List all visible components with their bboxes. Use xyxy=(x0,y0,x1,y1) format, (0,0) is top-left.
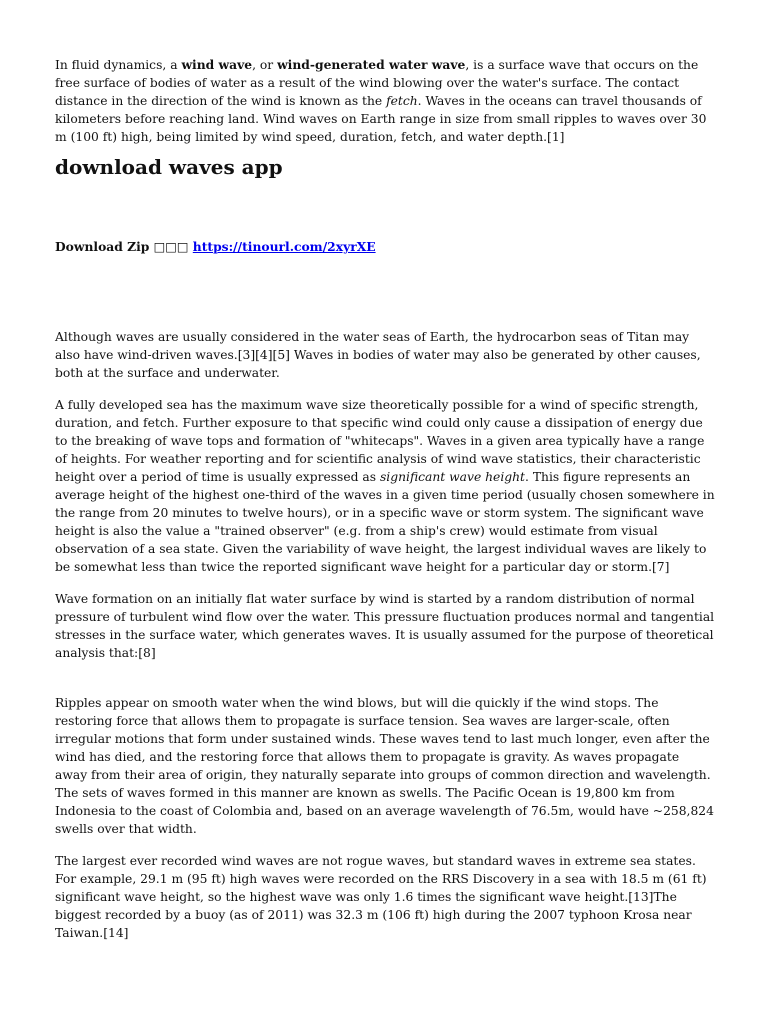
term-fetch: fetch xyxy=(386,94,418,108)
intro-text: , is a surface wave that occurs on the free surface of bodies of water as a result of the wind blowing over the water's surface. The contact distance in the direction of the wind is known as the xyxy=(55,58,699,108)
download-line xyxy=(55,238,715,256)
download-link[interactable]: https://tinourl.com/2xyrXE xyxy=(192,239,376,254)
paragraph-wave-formation: Wave formation on an initially flat water surface by wind is started by a random distribution of normal pressure of turbulent wind flow over the water. This pressure fluctuation produces normal and tangential stresses in the surface water, which generates waves. It is usually assumed for the purpose of theoretical analysis that:[8] xyxy=(55,592,715,660)
paragraph-ripples: Ripples appear on smooth water when the wind blows, but will die quickly if the wind stops. The restoring force that allows them to propagate is surface tension. Sea waves are larger-scale, often irregular motions that form under sustained winds. These waves tend to last much longer, even after the wind has died, and the restoring force that allows them to propagate is gravity. As waves propagate away from their area of origin, they naturally separate into groups of common direction and wavelength. The sets of waves formed in this manner are known as swells. The Pacific Ocean is 19,800 km from Indonesia to the coast of Colombia and, based on an average wavelength of 76.5m, would have ~258,824 swells over that width. xyxy=(55,696,714,836)
intro-paragraph xyxy=(55,56,715,146)
intro-text: In fluid dynamics, a xyxy=(55,58,182,72)
paragraph-developed-sea xyxy=(55,396,715,576)
missing-glyphs: □□□ xyxy=(153,239,189,254)
intro-text: , or xyxy=(252,58,278,72)
term-wind-generated-water-wave: wind-generated water wave xyxy=(277,57,466,72)
term-significant-wave-height: significant wave height xyxy=(379,470,525,484)
download-label: Download Zip xyxy=(55,239,154,254)
paragraph-titan: Although waves are usually considered in the water seas of Earth, the hydrocarbon seas of Titan may also have wind-driven waves.[3][4][5] Waves in bodies of water may also be generated by other causes, both at the surface and underwater. xyxy=(55,330,701,380)
paragraph-largest-waves: The largest ever recorded wind waves are not rogue waves, but standard waves in extreme sea states. For example, 29.1 m (95 ft) high waves were recorded on the RRS Discovery in a sea with 18.5 m (61 ft) significant wave height, so the highest wave was only 1.6 times the significant wave height.[13]The biggest recorded by a buoy (as of 2011) was 32.3 m (106 ft) high during the 2007 typhoon Krosa near Taiwan.[14] xyxy=(55,854,707,940)
page-heading: download waves app xyxy=(55,155,283,179)
term-wind-wave: wind wave xyxy=(181,57,253,72)
paragraph-text: A fully developed sea has the maximum wave size theoretically possible for a wind of specific strength, duration, and fetch. Further exposure to that specific wind could only cause a dissipation of energy due to the breaking of wave tops and formation of "whitecaps". Waves in a given area typically have a range of heights. For weather reporting and for scientific analysis of wind wave statistics, their characteristic height over a period of time is usually expressed as xyxy=(55,398,705,484)
paragraph-text: . This figure represents an average height of the highest one-third of the waves in a given time period (usually chosen somewhere in the range from 20 minutes to twelve hours), or in a specific wave or storm system. The significant wave height is also the value a "trained observer" (e.g. from a ship's crew) would estimate from visual observation of a sea state. Given the variability of wave height, the largest individual waves are likely to be somewhat less than twice the reported significant wave height for a particular day or storm.[7] xyxy=(55,470,715,574)
intro-text: . Waves in the oceans can travel thousands of kilometers before reaching land. Wind waves on Earth range in size from small ripples to waves over 30 m (100 ft) high, being limited by wind speed, duration, fetch, and water depth.[1] xyxy=(55,94,707,144)
